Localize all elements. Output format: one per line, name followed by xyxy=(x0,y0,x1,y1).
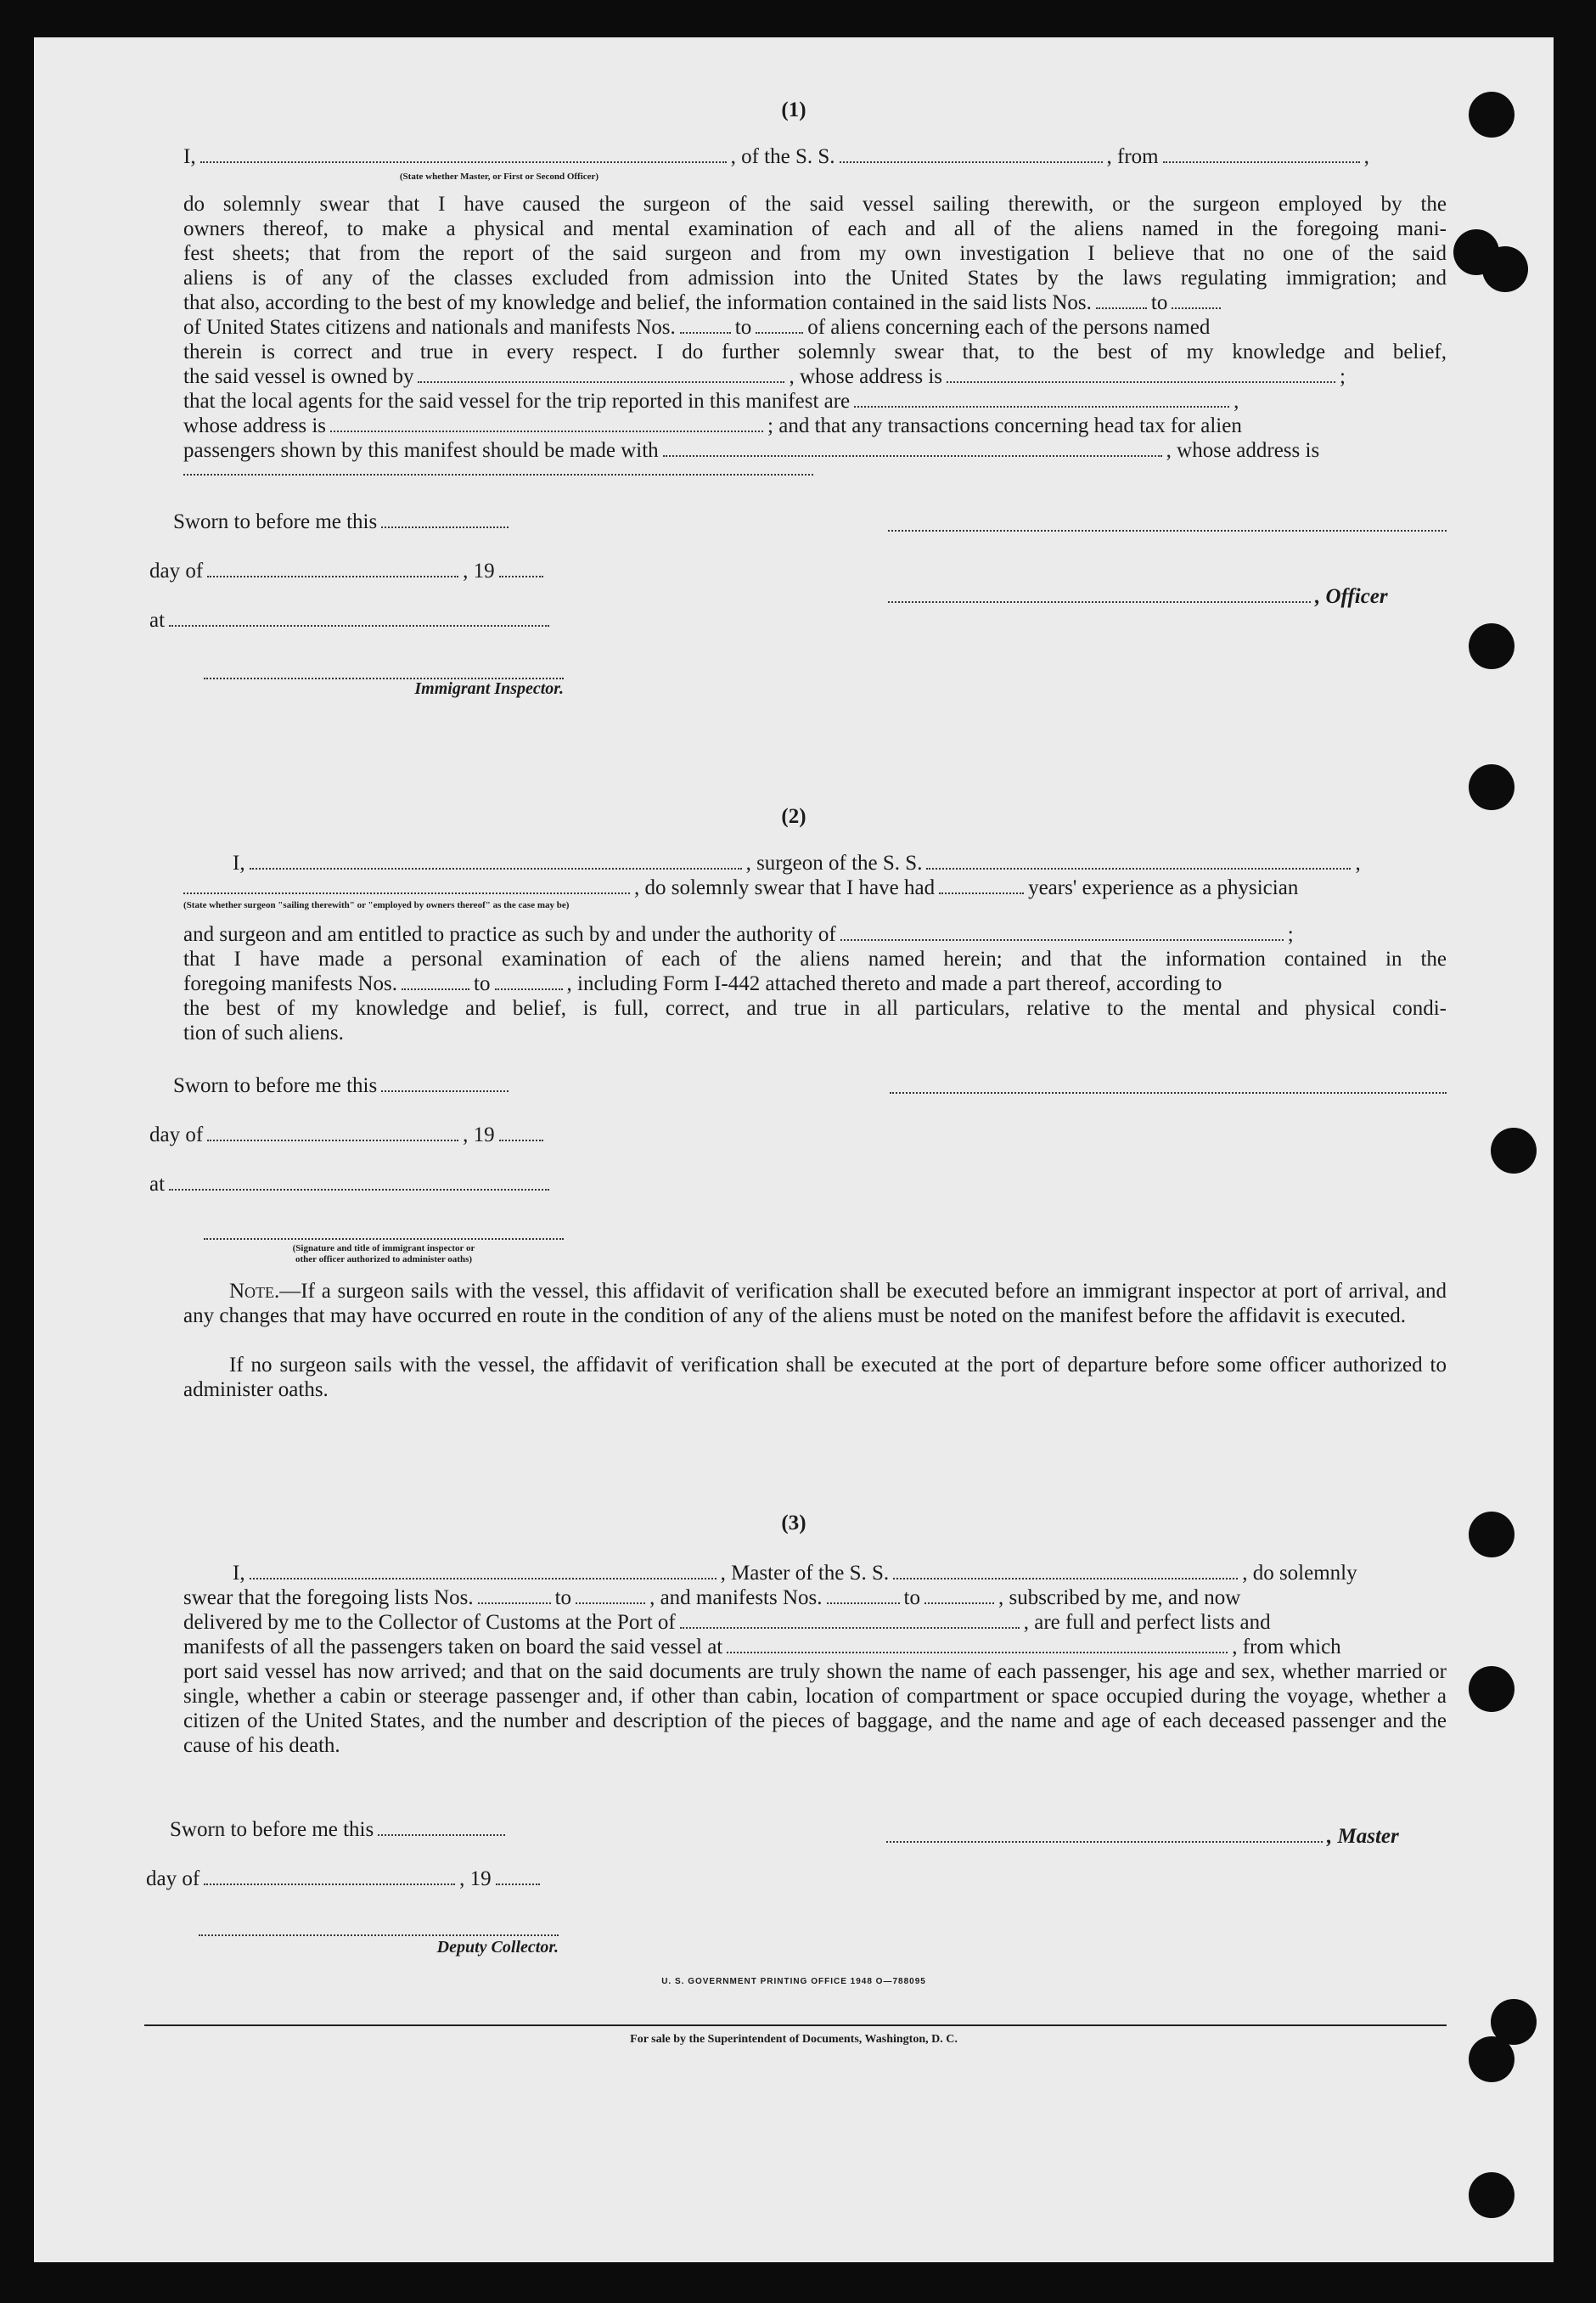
section-1-officer-note: (State whether Master, or First or Second Officer) xyxy=(399,172,599,182)
punch-hole xyxy=(1482,246,1528,292)
punch-hole xyxy=(1469,623,1515,669)
inspector-caption: Immigrant Inspector. xyxy=(414,679,564,698)
section-1-line-1: I, , of the S. S. , from , xyxy=(183,145,1369,168)
at-label: at xyxy=(149,608,554,633)
section-1-text: that the local agents for the said vessel for the trip reported in this manifest are , xyxy=(183,390,1239,413)
section-1-text: of United States citizens and nationals and manifests Nos. to of aliens concerning each of the persons named xyxy=(183,316,1211,339)
master-signature: , Master xyxy=(886,1824,1399,1849)
section-3-heading: (3) xyxy=(781,1512,806,1534)
section-2-text: the best of my knowledge and belief, is full, correct, and true in all particulars, relative to the mental and physical condi- xyxy=(183,997,1447,1020)
gpo-imprint: U. S. GOVERNMENT PRINTING OFFICE 1948 O—788095 xyxy=(661,1977,926,1986)
section-1-heading: (1) xyxy=(781,99,806,121)
day-label: day of , 19 xyxy=(149,559,548,583)
continuation-line xyxy=(183,474,813,476)
deputy-caption: Deputy Collector. xyxy=(436,1938,559,1957)
sworn-label: Sworn to before me this xyxy=(170,1817,509,1842)
section-1-text: that also, according to the best of my knowledge and belief, the information contained in the said lists Nos. to xyxy=(183,290,1447,315)
section-2-line-2: , do solemnly swear that I have had years' experience as a physician xyxy=(183,876,1447,900)
section-3-line: swear that the foregoing lists Nos. to , and manifests Nos. to , subscribed by me, and now xyxy=(183,1586,1241,1609)
deputy-line xyxy=(199,1934,559,1936)
signature-note: other officer authorized to administer oaths) xyxy=(295,1254,473,1264)
signature-note: (Signature and title of immigrant inspector or xyxy=(292,1243,475,1253)
signature-line xyxy=(890,1092,1447,1094)
section-1-text: passengers shown by this manifest should be made with , whose address is xyxy=(183,439,1320,462)
section-2-line-1: I, , surgeon of the S. S. , xyxy=(233,852,1361,875)
note-paragraph: Note.—If a surgeon sails with the vessel, this affidavit of verification shall be executed before an immigrant inspector at port of arrival, and any changes that may have occurred en route in the condition of any of the aliens must be noted on the manifest before the affidavit is executed. xyxy=(183,1280,1447,1327)
punch-hole xyxy=(1491,1128,1537,1174)
section-2-text: that I have made a personal examination of each of the aliens named herein; and that the information contained in the xyxy=(183,948,1447,971)
footer-rule xyxy=(144,2024,1447,2026)
section-1-text: aliens is of any of the classes excluded from admission into the United States by the laws regulating immigration; and xyxy=(183,267,1447,290)
sale-notice: For sale by the Superintendent of Documents, Washington, D. C. xyxy=(630,2033,958,2046)
section-1-text: owners thereof, to make a physical and mental examination of each and all of the aliens named in the foregoing mani- xyxy=(183,217,1447,240)
section-1-text: whose address is ; and that any transactions concerning head tax for alien xyxy=(183,414,1242,437)
section-1-text: do solemnly swear that I have caused the surgeon of the said vessel sailing therewith, or the surgeon employed by the xyxy=(183,193,1447,216)
sworn-label: Sworn to before me this xyxy=(173,510,513,534)
officer-signature: , Officer xyxy=(888,584,1388,609)
section-2-text: foregoing manifests Nos. to , including Form I-442 attached thereto and made a part thereof, according to xyxy=(183,972,1222,995)
section-2-surgeon-note: (State whether surgeon "sailing therewith" or "employed by owners thereof" as the case may be) xyxy=(183,900,570,910)
note-paragraph: If no surgeon sails with the vessel, the affidavit of verification shall be executed at the port of departure before some officer authorized to administer oaths. xyxy=(183,1354,1447,1401)
sworn-label: Sworn to before me this xyxy=(173,1073,513,1098)
punch-hole xyxy=(1469,2172,1515,2218)
officer-signature-line xyxy=(204,1238,564,1240)
section-3-line: I, , Master of the S. S. , do solemnly xyxy=(233,1562,1357,1585)
form-page xyxy=(34,37,1554,2262)
section-3-line: delivered by me to the Collector of Customs at the Port of , are full and perfect lists and xyxy=(183,1611,1271,1634)
at-label: at xyxy=(149,1172,554,1197)
day-label: day of , 19 xyxy=(146,1867,544,1891)
section-1-text: therein is correct and true in every respect. I do further solemnly swear that, to the best of my knowledge and belief, xyxy=(183,341,1447,363)
section-3-line: manifests of all the passengers taken on board the said vessel at , from which xyxy=(183,1636,1341,1658)
section-1-text: the said vessel is owned by , whose address is ; xyxy=(183,365,1346,388)
section-3-paragraph: port said vessel has now arrived; and that on the said documents are truly shown the name of each passenger, his age and sex, whether married or single, whether a cabin or steerage passenger and, if other than cabin, location of compartment or space occupied during the voyage, whether a citizen of the United States, and the number and description of the pieces of baggage, and the name and age of each deceased passenger and the cause of his death. xyxy=(183,1660,1447,1757)
punch-hole xyxy=(1469,1666,1515,1712)
signature-line xyxy=(888,530,1447,532)
section-2-heading: (2) xyxy=(781,805,806,828)
punch-hole xyxy=(1469,764,1515,810)
section-1-text: fest sheets; that from the report of the said surgeon and from my own investigation I believe that no one of the said xyxy=(183,242,1447,265)
section-2-text: tion of such aliens. xyxy=(183,1022,344,1045)
day-label: day of , 19 xyxy=(149,1123,548,1147)
section-2-text: and surgeon and am entitled to practice as such by and under the authority of ; xyxy=(183,923,1294,946)
